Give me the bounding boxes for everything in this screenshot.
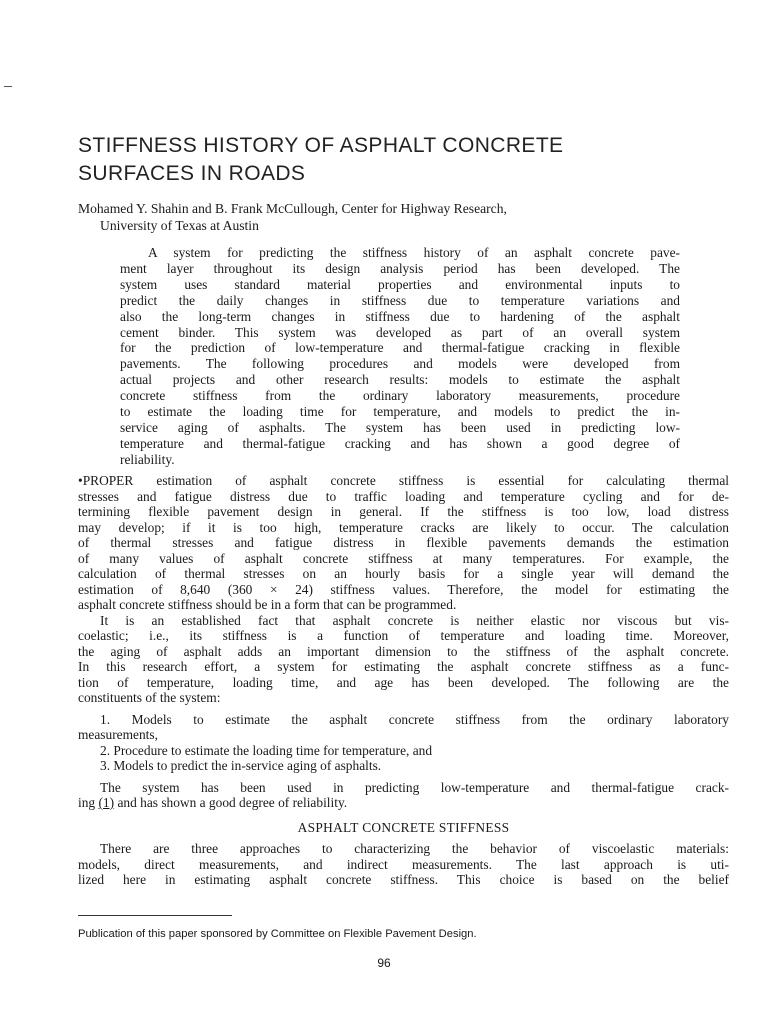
list-item: 2. Procedure to estimate the loading time for temperature, and [100,742,433,758]
title-line: SURFACES IN ROADS [78,162,306,185]
title-line: STIFFNESS HISTORY OF ASPHALT CONCRETE [78,134,564,157]
abstract-line: temperature and thermal-fatigue cracking and has shown a good degree of [120,435,680,451]
body-line: asphalt concrete stiffness should be in a form that can be programmed. [78,597,457,612]
abstract-line: cement binder. This system was developed as part of an overall system [120,324,680,340]
spacer [78,811,729,820]
body-line: the aging of asphalt adds an important dimension to the stiffness of the asphalt concrete. [78,643,729,659]
body-line: lized here in estimating asphalt concrete stiffness. This choice is based on the belief [78,872,729,887]
body-line: may develop; if it is too high, temperature cracks are likely to occur. The calculation [78,519,729,535]
abstract-line: to estimate the loading time for temperature, and models to predict the in- [120,404,680,420]
abstract-line: ment layer throughout its design analysis period has been developed. The [120,260,680,276]
footnote-rule [78,915,232,916]
body-line: constituents of the system: [78,690,221,705]
body-line [78,795,729,811]
abstract-line: for the prediction of low-temperature and thermal-fatigue cracking in flexible [120,340,680,356]
body-line: tion of temperature, loading time, and age has been developed. The following are the [78,674,729,690]
body-line: The system has been used in predicting low-temperature and thermal-fatigue crack- [100,779,729,795]
abstract-line: service aging of asphalts. The system has been used in predicting low- [120,419,680,435]
paper-title [78,132,718,188]
margin-mark [4,86,12,87]
abstract [120,245,680,468]
abstract-line: actual projects and other research results: models to estimate the asphalt [120,372,680,388]
body-line: coelastic; i.e., its stiffness is a function of temperature and loading time. Moreover, [78,628,729,643]
body-line: termining flexible pavement design in general. If the stiffness is too low, load distress [78,504,729,519]
abstract-line: A system for predicting the stiffness history of an asphalt concrete pave- [148,245,680,260]
body-text [78,473,729,888]
abstract-line: predict the daily changes in stiffness due to temperature variations and [120,292,680,308]
body-line: calculation of thermal stresses on an hourly basis for a single year will demand the [78,566,729,581]
body-line: stresses and fatigue distress due to traffic loading and temperature cycling and for de- [78,488,729,504]
body-line: of thermal stresses and fatigue distress in flexible pavements demands the estimation [78,535,729,550]
body-line: There are three approaches to characterizing the behavior of viscoelastic materials: [100,841,729,856]
body-line: It is an established fact that asphalt concrete is neither elastic nor viscous but vis- [100,612,729,628]
abstract-line: concrete stiffness from the ordinary laboratory measurements, procedure [120,388,680,404]
abstract-line: pavements. The following procedures and models were developed from [120,356,680,372]
list-item: 1. Models to estimate the asphalt concrete stiffness from the ordinary laboratory [100,711,729,727]
body-text-fragment: and has shown a good degree of reliability. [114,795,348,810]
body-line: of many values of asphalt concrete stiffness at many temperatures. For example, the [78,550,729,566]
footnote: Publication of this paper sponsored by Committee on Flexible Pavement Design. [78,928,477,940]
abstract-line: also the long-term changes in stiffness due to hardening of the asphalt [120,308,680,324]
section-heading: ASPHALT CONCRETE STIFFNESS [297,819,510,835]
body-line: estimation of 8,640 (360 × 24) stiffness values. Therefore, the model for estimating the [78,581,729,597]
affiliation-line: University of Texas at Austin [100,218,259,233]
body-line: In this research effort, a system for estimating the asphalt concrete stiffness as a func- [78,659,729,674]
list-item: 3. Models to predict the in-service aging of asphalts. [100,758,382,773]
author-affiliation [78,200,718,234]
body-line: •PROPER estimation of asphalt concrete stiffness is essential for calculating thermal [78,473,729,488]
page-number: 96 [377,956,391,970]
body-text-fragment: ing [78,795,99,810]
abstract-line: reliability. [120,451,175,467]
abstract-line: system uses standard material properties and environmental inputs to [120,276,680,292]
list-item-continuation: measurements, [78,727,158,742]
authors-line: Mohamed Y. Shahin and B. Frank McCullough, Center for Highway Research, [78,201,507,216]
body-line: models, direct measurements, and indirect measurements. The last approach is uti- [78,856,729,872]
reference-link: (1) [98,795,115,810]
